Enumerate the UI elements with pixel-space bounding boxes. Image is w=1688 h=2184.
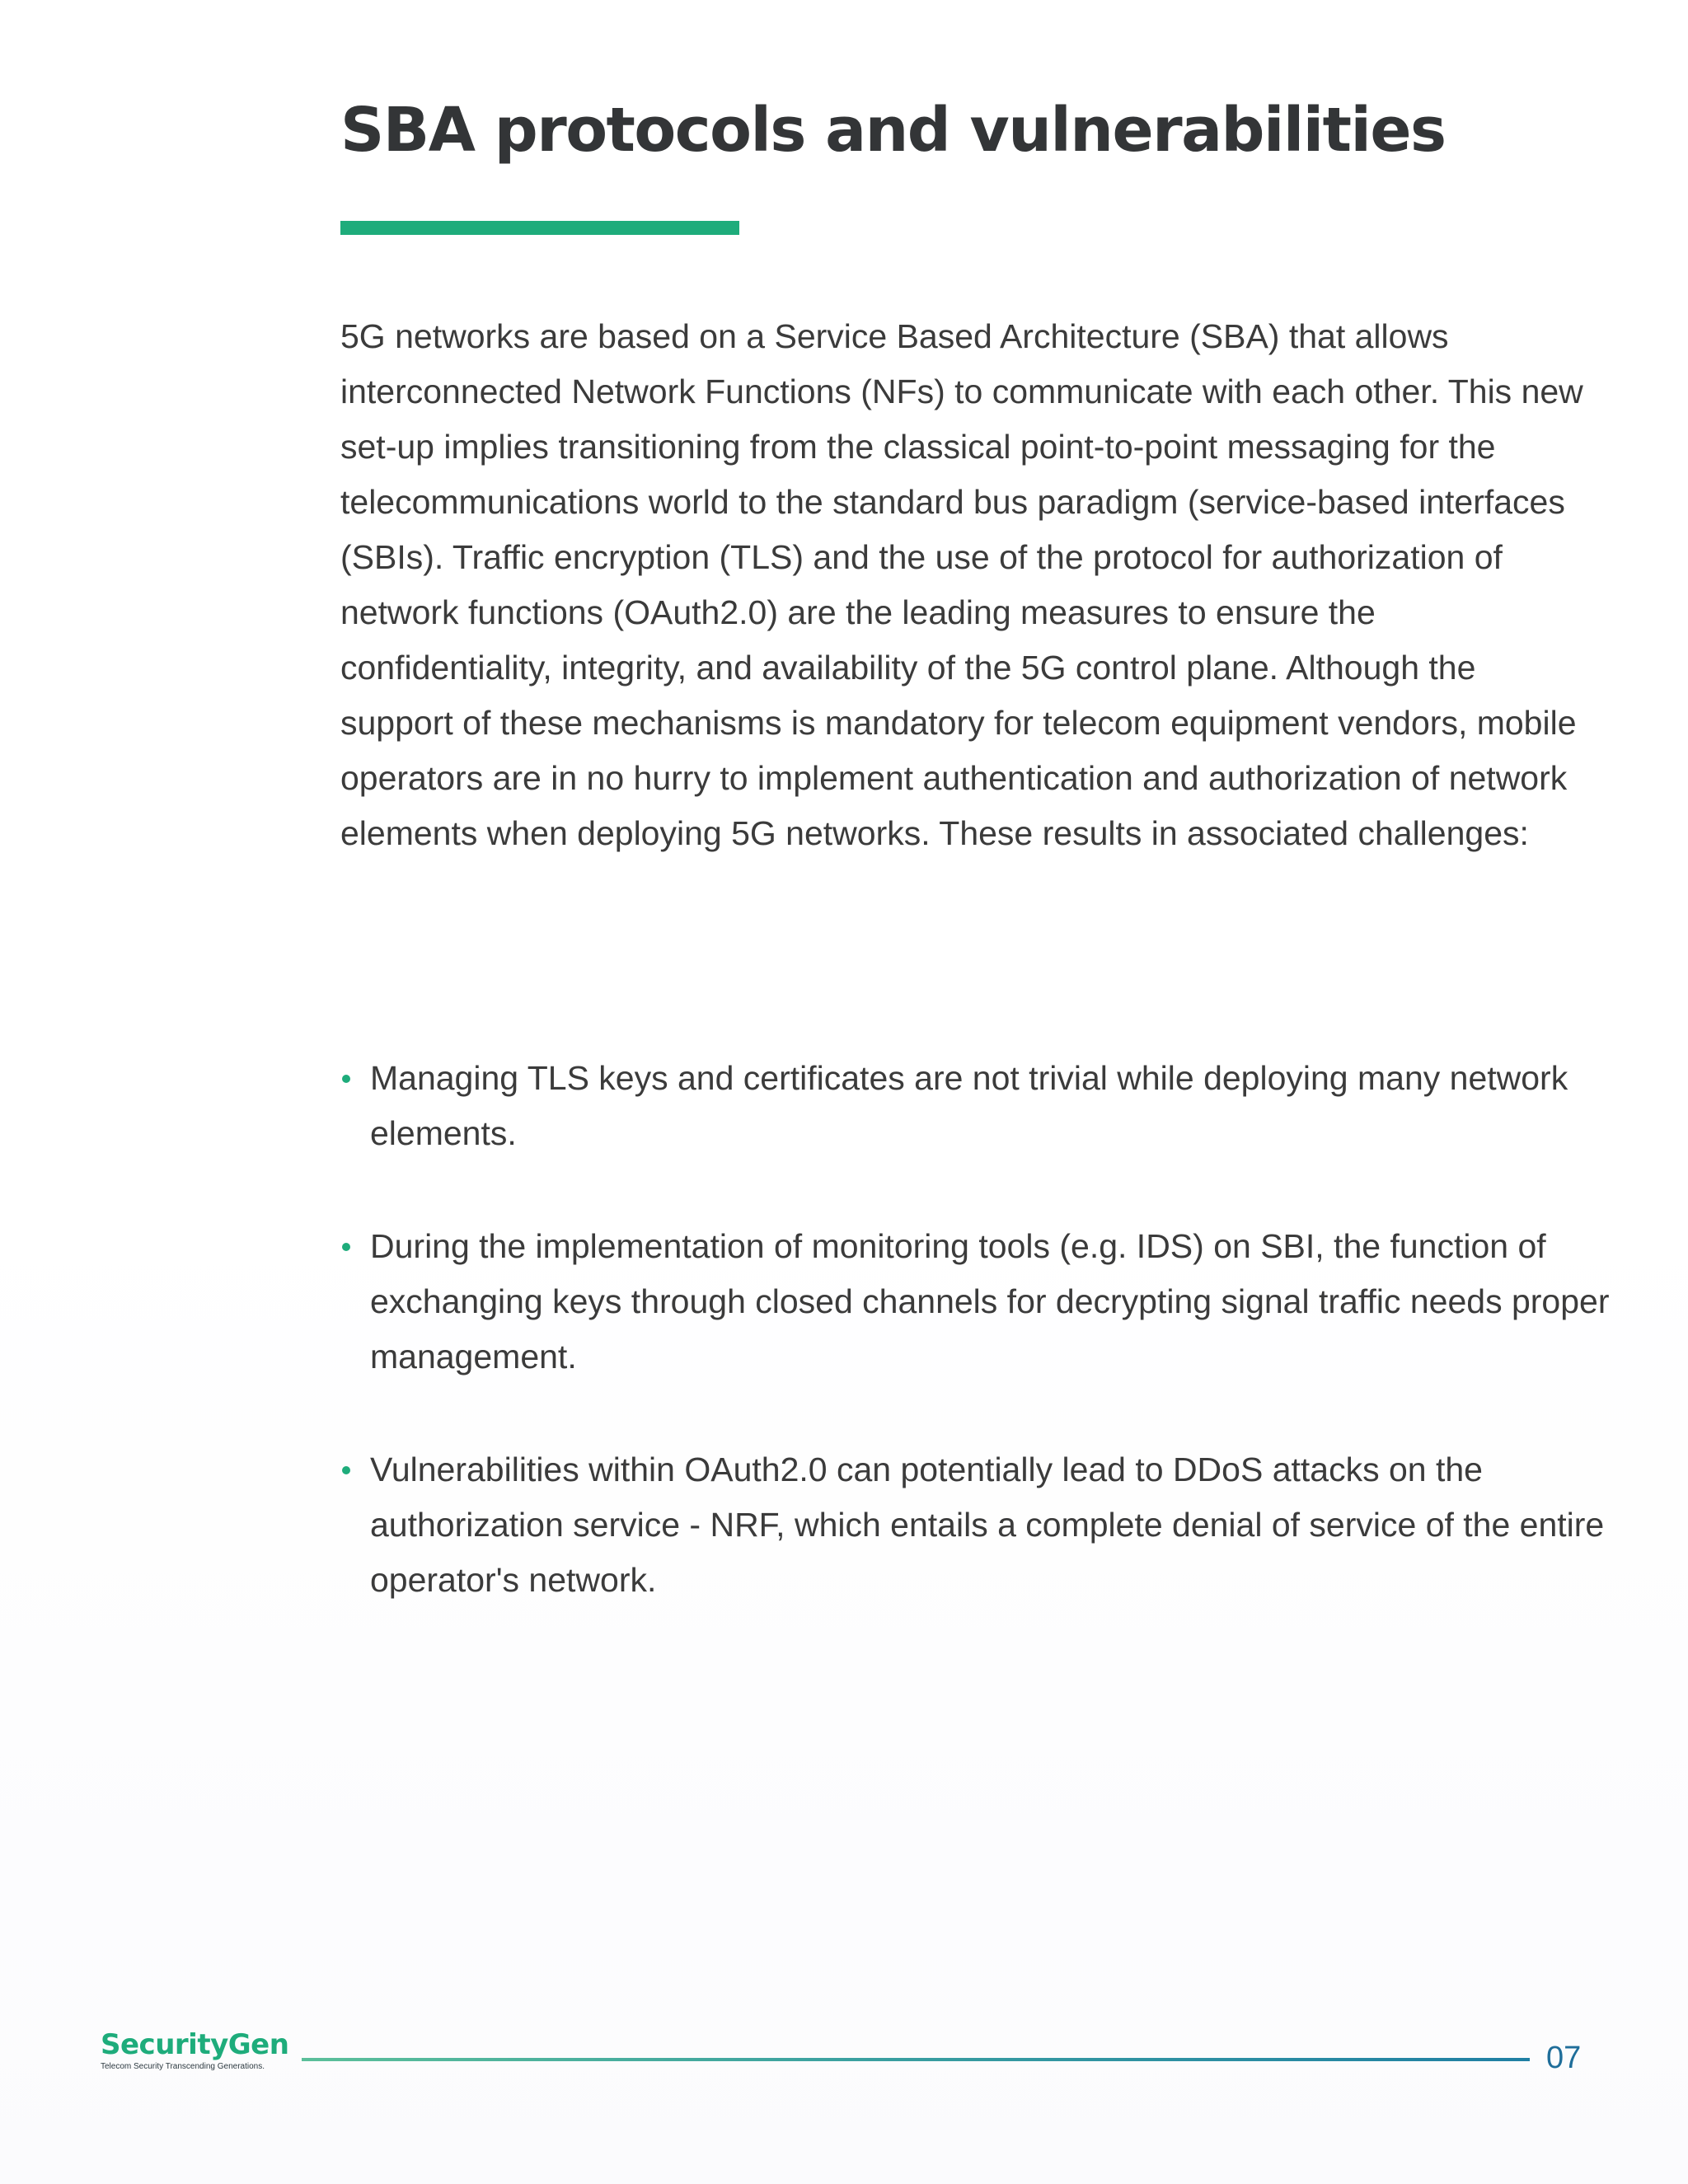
page-footer xyxy=(0,2011,1688,2077)
list-item xyxy=(340,1051,1610,1161)
page-number: 07 xyxy=(1546,2041,1582,2075)
challenges-list xyxy=(340,1051,1610,1666)
list-item-text: Managing TLS keys and certificates are not trivial while deploying many network elements. xyxy=(370,1059,1568,1152)
list-item xyxy=(340,1219,1610,1385)
bullet-dot-icon xyxy=(342,1243,350,1251)
logo-wordmark: SecurityGen xyxy=(101,2028,289,2061)
title-underline-bar xyxy=(340,221,739,235)
securitygen-logo xyxy=(101,2029,290,2072)
list-item-text: During the implementation of monitoring tools (e.g. IDS) on SBI, the function of exchanging keys through closed channels for decrypting signal traffic needs proper management. xyxy=(370,1227,1610,1376)
footer-divider xyxy=(302,2058,1530,2061)
list-item xyxy=(340,1442,1610,1608)
bullet-dot-icon xyxy=(342,1466,350,1474)
intro-paragraph: 5G networks are based on a Service Based Architecture (SBA) that allows interconnected Network Functions (NFs) to communicate with each other. This new set-up implies transitioning from the classical point-to-point messaging for the telecommunications world to the standard bus paradigm (service-based interfaces (SBIs). Traffic encryption (TLS) and the use of the protocol for authorization of network functions (OAuth2.0) are the leading measures to ensure the confidentiality, integrity, and availability of the 5G control plane. Although the support of these mechanisms is mandatory for telecom equipment vendors, mobile operators are in no hurry to implement authentication and authorization of network elements when deploying 5G networks. These results in associated challenges: xyxy=(340,317,1583,852)
logo-tagline: Telecom Security Transcending Generations. xyxy=(101,2062,265,2071)
list-item-text: Vulnerabilities within OAuth2.0 can potentially lead to DDoS attacks on the authorization service - NRF, which entails a complete denial of service of the entire operator's network. xyxy=(370,1451,1605,1599)
bullet-dot-icon xyxy=(342,1075,350,1083)
page-title: SBA protocols and vulnerabilities xyxy=(340,95,1446,166)
